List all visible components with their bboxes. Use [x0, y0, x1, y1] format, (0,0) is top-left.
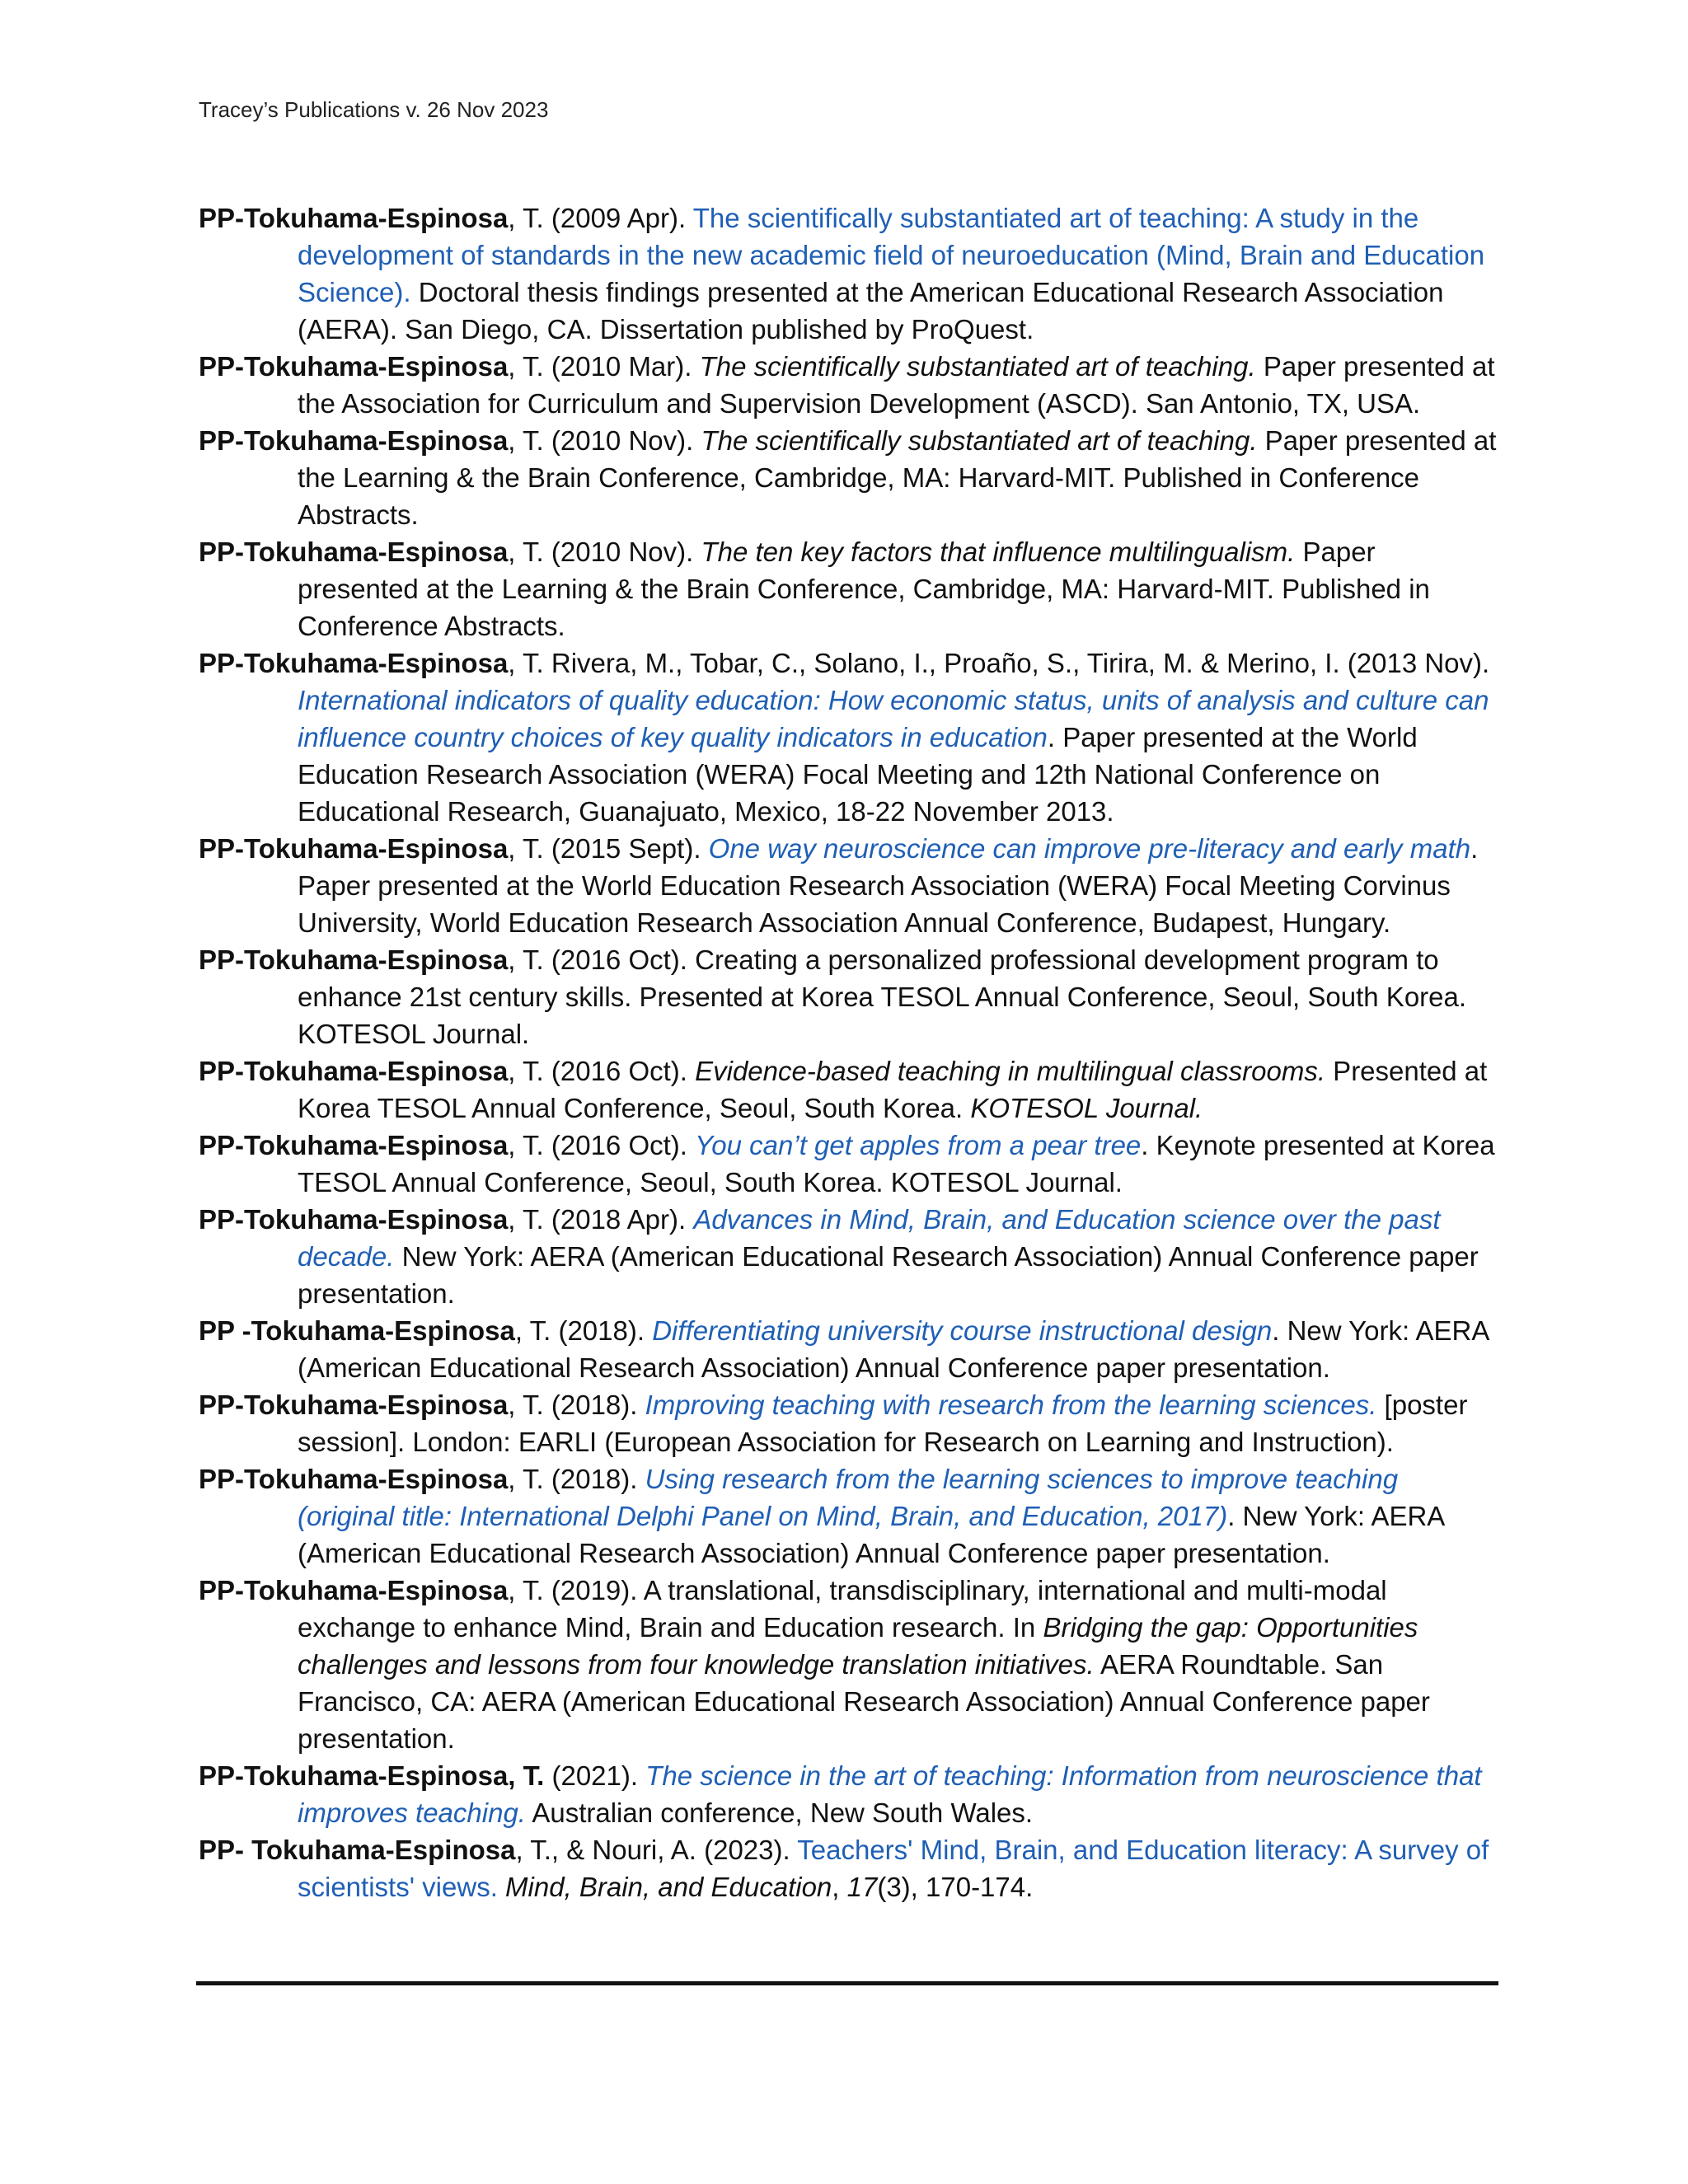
reference-title-link[interactable]: Teachers' Mind, Brain, and Education literacy: A survey of scientists' views. — [298, 1835, 1489, 1902]
reference-author: PP-Tokuhama-Espinosa — [199, 648, 509, 678]
reference-details: . Keynote presented at Korea TESOL Annual Conference, Seoul, South Korea. KOTESOL Journal. — [298, 1130, 1495, 1197]
reference-details: Paper presented at the Association for Curriculum and Supervision Development (ASCD). San Antonio, TX, USA. — [298, 351, 1495, 419]
reference-title-link[interactable]: The scientifically substantiated art of teaching: A study in the development of standards in the new academic field of neuroeducation (Mind, Brain and Education Science). — [298, 203, 1485, 307]
reference-title-link[interactable]: Advances in Mind, Brain, and Education science over the past decade. — [298, 1204, 1441, 1272]
reference-separator: , — [832, 1872, 847, 1902]
reference-entry — [199, 1312, 1501, 1386]
reference-details: Australian conference, New South Wales. — [525, 1797, 1034, 1828]
page-header: Tracey’s Publications v. 26 Nov 2023 — [199, 97, 549, 122]
reference-author: PP-Tokuhama-Espinosa — [199, 425, 509, 456]
reference-details: Presented at Korea TESOL Annual Conference, Seoul, South Korea. — [298, 1056, 1488, 1123]
reference-author: PP-Tokuhama-Espinosa — [199, 1464, 509, 1494]
reference-author: PP-Tokuhama-Espinosa — [199, 944, 509, 975]
reference-title-link[interactable]: Improving teaching with research from the learning sciences. — [645, 1390, 1377, 1420]
reference-entry — [199, 1460, 1501, 1572]
reference-author: PP -Tokuhama-Espinosa — [199, 1315, 515, 1346]
reference-entry — [199, 348, 1501, 422]
reference-entry — [199, 1831, 1501, 1905]
reference-title-link[interactable]: One way neuroscience can improve pre-literacy and early math — [708, 833, 1471, 864]
reference-date: , T. (2015 Sept). — [508, 833, 709, 864]
reference-entry — [199, 1127, 1501, 1201]
reference-title: Evidence-based teaching in multilingual classrooms. — [695, 1056, 1326, 1086]
reference-details: . Paper presented at the World Education Research Association (WERA) Focal Meeting and 12th National Conference on Educational Research, Guanajuato, Mexico, 18-22 November 2013. — [298, 722, 1418, 827]
reference-date: , T. (2010 Nov). — [508, 425, 701, 456]
reference-entry — [199, 199, 1501, 348]
reference-date: , T. (2010 Mar). — [508, 351, 700, 382]
reference-details: Paper presented at the Learning & the Brain Conference, Cambridge, MA: Harvard-MIT. Published in Conference Abstracts. — [298, 537, 1430, 641]
reference-details: . New York: AERA (American Educational Research Association) Annual Conference paper presentation. — [298, 1501, 1444, 1568]
reference-entry — [199, 1757, 1501, 1831]
reference-title-link[interactable]: Differentiating university course instructional design — [652, 1315, 1273, 1346]
reference-author: PP- Tokuhama-Espinosa — [199, 1835, 516, 1865]
reference-date: (2021). — [544, 1760, 646, 1791]
references-list — [199, 199, 1501, 1905]
reference-author: PP-Tokuhama-Espinosa — [199, 1575, 509, 1605]
reference-date: , T. (2009 Apr). — [508, 203, 693, 233]
reference-details: , T. (2019). A translational, transdisciplinary, international and multi-modal exchange to enhance Mind, Brain and Education research. In — [298, 1575, 1387, 1643]
reference-entry — [199, 1572, 1501, 1757]
reference-date: , T. (2016 Oct). — [508, 1130, 696, 1160]
reference-details: AERA Roundtable. San Francisco, CA: AERA (American Educational Research Association) Annual Conference paper presentation. — [298, 1649, 1430, 1754]
reference-title: The ten key factors that influence multilingualism. — [701, 537, 1296, 567]
reference-author: PP-Tokuhama-Espinosa — [199, 1130, 509, 1160]
reference-date: , T. (2010 Nov). — [508, 537, 701, 567]
reference-details: Doctoral thesis findings presented at the American Educational Research Association (AERA). San Diego, CA. Dissertation published by ProQuest. — [298, 277, 1444, 344]
reference-author: PP-Tokuhama-Espinosa — [199, 537, 509, 567]
reference-title-link[interactable]: International indicators of quality education: How economic status, units of analysis and culture can influence country choices of key quality indicators in education — [298, 685, 1489, 752]
reference-source: KOTESOL Journal. — [970, 1093, 1203, 1123]
reference-title-link[interactable]: The science in the art of teaching: Information from neuroscience that improves teaching. — [298, 1760, 1482, 1828]
reference-entry — [199, 1201, 1501, 1312]
reference-entry — [199, 941, 1501, 1052]
reference-author: PP-Tokuhama-Espinosa — [199, 1056, 509, 1086]
reference-details: [poster session]. London: EARLI (European Association for Research on Learning and Instruction). — [298, 1390, 1468, 1457]
reference-details: . Paper presented at the World Education Research Association (WERA) Focal Meeting Corvinus University, World Education Research Association Annual Conference, Budapest, Hungary. — [298, 833, 1479, 938]
reference-entry — [199, 644, 1501, 830]
reference-author: PP-Tokuhama-Espinosa, T. — [199, 1760, 545, 1791]
reference-coauthors-date: , T., & Nouri, A. (2023). — [515, 1835, 798, 1865]
reference-separator — [498, 1872, 505, 1902]
reference-details: New York: AERA (American Educational Research Association) Annual Conference paper presentation. — [298, 1241, 1479, 1309]
reference-details: . New York: AERA (American Educational Research Association) Annual Conference paper presentation. — [298, 1315, 1489, 1383]
reference-details: Paper presented at the Learning & the Brain Conference, Cambridge, MA: Harvard-MIT. Published in Conference Abstracts. — [298, 425, 1497, 530]
reference-issue-pages: (3), 170-174. — [877, 1872, 1034, 1902]
reference-author: PP-Tokuhama-Espinosa — [199, 833, 509, 864]
reference-date: , T. (2016 Oct). — [508, 1056, 696, 1086]
reference-volume: 17 — [846, 1872, 878, 1902]
reference-author: PP-Tokuhama-Espinosa — [199, 203, 509, 233]
reference-entry — [199, 1052, 1501, 1127]
reference-entry — [199, 422, 1501, 533]
reference-title-link[interactable]: You can’t get apples from a pear tree — [695, 1130, 1142, 1160]
footer-divider — [196, 1981, 1498, 1985]
reference-title-link[interactable]: Using research from the learning sciences to improve teaching (original title: International Delphi Panel on Mind, Brain, and Education, 2017) — [298, 1464, 1399, 1531]
reference-entry — [199, 830, 1501, 941]
reference-coauthors-date: , T. Rivera, M., Tobar, C., Solano, I., Proaño, S., Tirira, M. & Merino, I. (2013 Nov). — [508, 648, 1490, 678]
reference-author: PP-Tokuhama-Espinosa — [199, 1204, 509, 1235]
reference-date: , T. (2018 Apr). — [508, 1204, 694, 1235]
reference-title: The scientifically substantiated art of teaching. — [699, 351, 1256, 382]
reference-date: , T. (2018). — [508, 1464, 645, 1494]
reference-entry — [199, 1386, 1501, 1460]
reference-date: , T. (2018). — [514, 1315, 653, 1346]
reference-title: The scientifically substantiated art of teaching. — [701, 425, 1258, 456]
reference-author: PP-Tokuhama-Espinosa — [199, 1390, 509, 1420]
reference-details: , T. (2016 Oct). Creating a personalized professional development program to enhance 21st century skills. Presented at Korea TESOL Annual Conference, Seoul, South Korea. KOTESOL Journal. — [298, 944, 1467, 1049]
reference-entry — [199, 533, 1501, 644]
reference-author: PP-Tokuhama-Espinosa — [199, 351, 509, 382]
reference-date: , T. (2018). — [508, 1390, 645, 1420]
reference-journal: Mind, Brain, and Education — [505, 1872, 832, 1902]
reference-source: Bridging the gap: Opportunities challenges and lessons from four knowledge translation initiatives. — [298, 1612, 1418, 1680]
